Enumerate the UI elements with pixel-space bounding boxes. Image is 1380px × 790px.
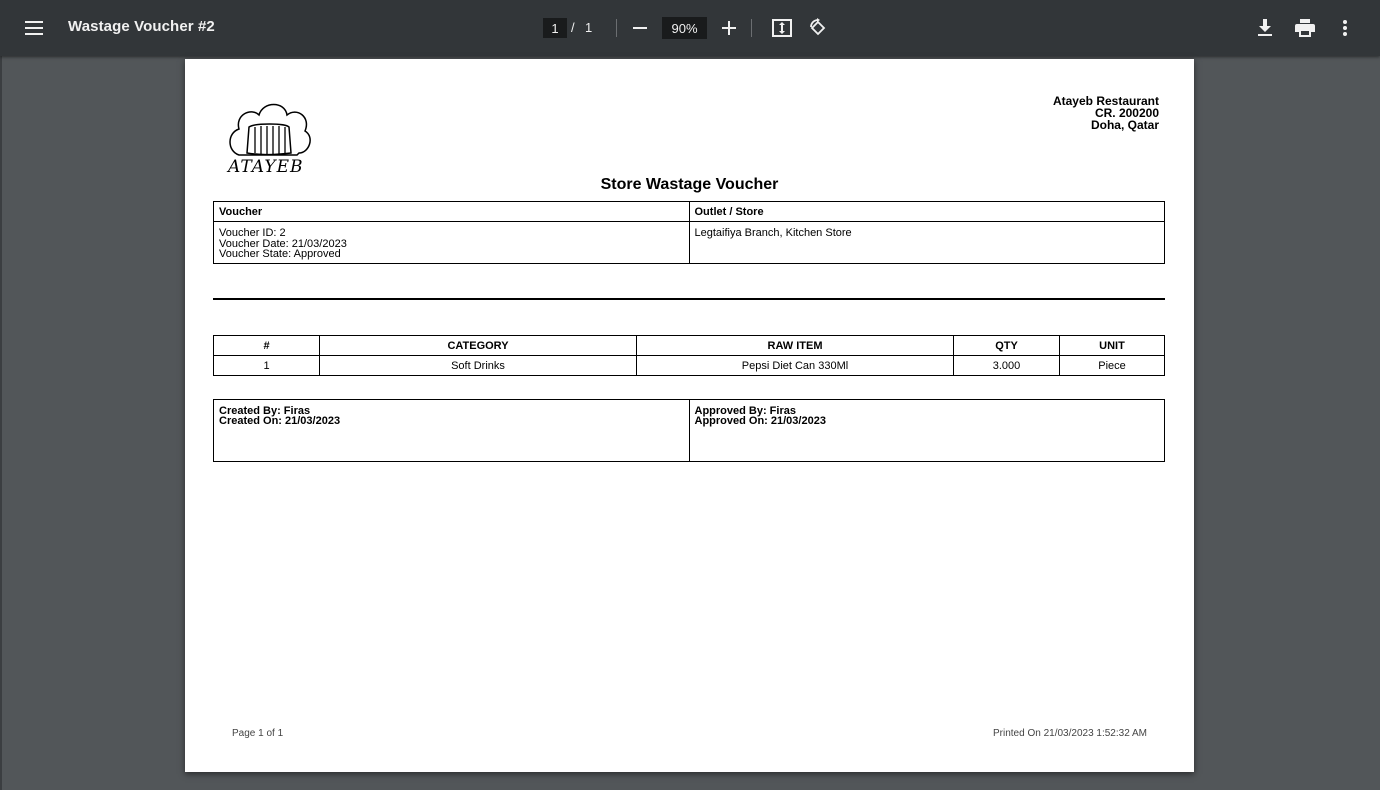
zoom-in-button[interactable]	[713, 12, 745, 44]
section-divider	[213, 298, 1165, 300]
row-raw-item: Pepsi Diet Can 330Ml	[637, 356, 954, 376]
outlet-value: Legtaifiya Branch, Kitchen Store	[689, 222, 1165, 264]
approved-by: Approved By: Firas	[694, 405, 796, 417]
download-icon	[1257, 19, 1273, 37]
company-name: Atayeb Restaurant	[1052, 94, 1159, 108]
created-on: Created On: 21/03/2023	[219, 415, 341, 427]
table-row	[214, 356, 1165, 376]
approved-section	[689, 400, 1165, 462]
more-vert-icon[interactable]	[1329, 12, 1361, 44]
created-by: Created By: Firas	[219, 405, 311, 417]
created-section	[214, 400, 690, 462]
row-number: 1	[214, 356, 320, 376]
page-footer-count: Page 1 of 1	[232, 728, 284, 739]
voucher-header: Voucher	[214, 202, 690, 222]
company-info	[1053, 95, 1159, 131]
minus-icon	[633, 21, 647, 35]
page-separator: /	[571, 20, 575, 35]
plus-icon	[722, 21, 736, 35]
page-number-input[interactable]: 1	[543, 18, 567, 38]
toolbar-divider	[616, 19, 617, 37]
row-unit: Piece	[1060, 356, 1165, 376]
voucher-info-table	[213, 201, 1165, 264]
column-header: RAW ITEM	[637, 336, 954, 356]
download-button[interactable]	[1249, 12, 1281, 44]
document-title: Wastage Voucher #2	[68, 18, 215, 35]
row-qty: 3.000	[954, 356, 1060, 376]
company-location: Doha, Qatar	[1090, 118, 1159, 132]
column-header: UNIT	[1060, 336, 1165, 356]
voucher-id: Voucher ID: 2	[219, 227, 286, 239]
items-table	[213, 335, 1165, 376]
page-total: 1	[585, 20, 593, 35]
print-button[interactable]	[1289, 12, 1321, 44]
company-cr: CR. 200200	[1094, 106, 1159, 120]
zoom-out-button[interactable]	[624, 12, 656, 44]
row-category: Soft Drinks	[320, 356, 637, 376]
voucher-details	[214, 222, 690, 264]
fit-page-button[interactable]	[766, 12, 798, 44]
logo-text: ATAYEB	[228, 157, 304, 177]
column-header: CATEGORY	[320, 336, 637, 356]
pdf-page	[185, 59, 1194, 772]
document-heading: Store Wastage Voucher	[600, 176, 779, 193]
toolbar-divider	[751, 19, 752, 37]
menu-icon[interactable]	[18, 12, 50, 44]
outlet-header: Outlet / Store	[689, 202, 1165, 222]
fit-page-icon	[772, 19, 792, 37]
signature-table	[213, 399, 1165, 462]
voucher-state: Voucher State: Approved	[219, 248, 341, 260]
approved-on: Approved On: 21/03/2023	[694, 415, 826, 427]
column-header: #	[214, 336, 320, 356]
viewer-edge	[0, 56, 2, 790]
rotate-button[interactable]	[802, 12, 834, 44]
zoom-input[interactable]: 90%	[662, 17, 707, 39]
pdf-toolbar	[0, 0, 1380, 56]
column-header: QTY	[954, 336, 1060, 356]
voucher-date: Voucher Date: 21/03/2023	[219, 237, 347, 250]
rotate-icon	[808, 18, 828, 38]
print-icon	[1295, 19, 1315, 37]
page-footer-printed: Printed On 21/03/2023 1:52:32 AM	[993, 728, 1147, 739]
